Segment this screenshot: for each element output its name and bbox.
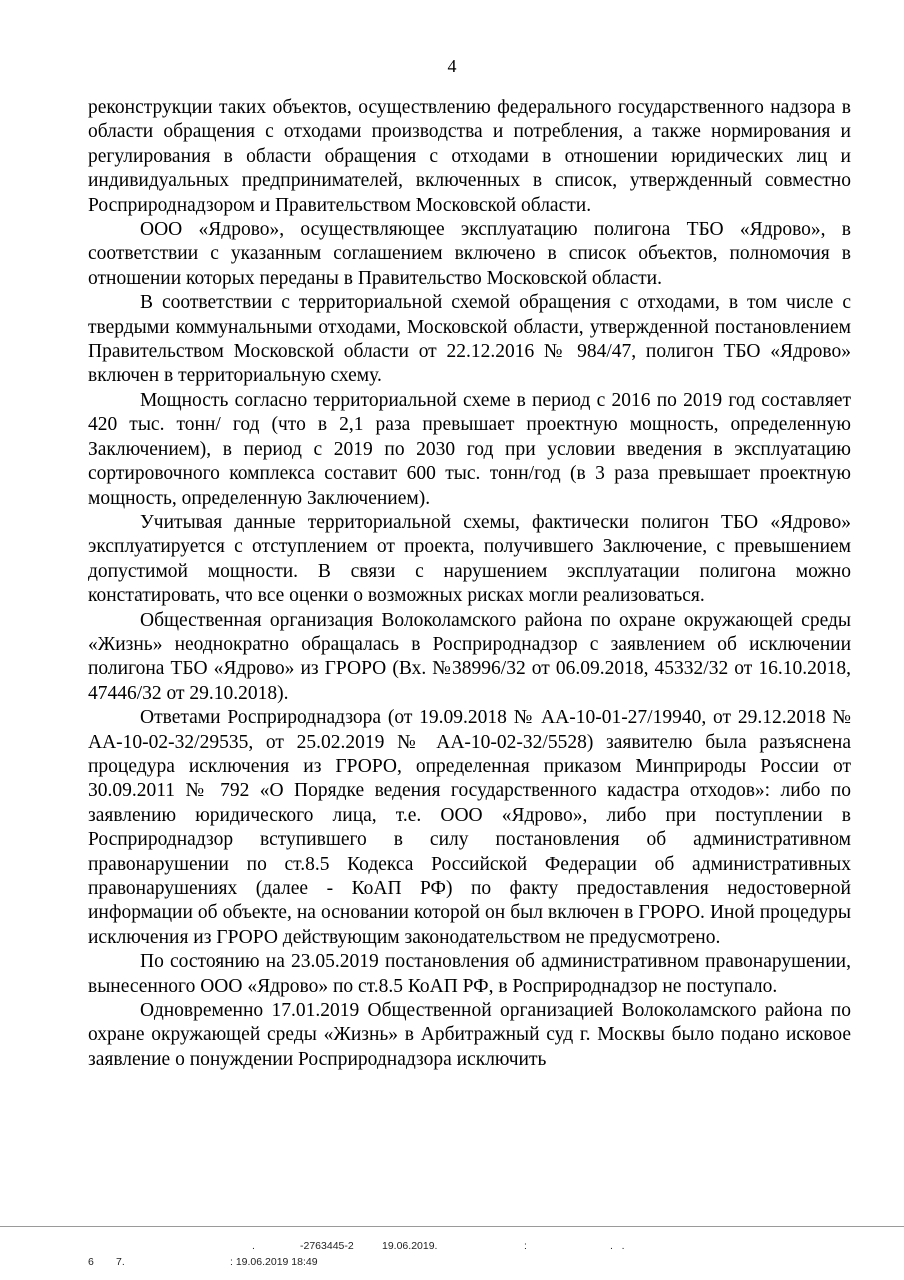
paragraph-2: ООО «Ядрово», осуществляющее эксплуатацию полигона ТБО «Ядрово», в соответствии с указанным соглашением включено в список объектов, полномочия в отношении которых переданы в Правительство Московской области. bbox=[88, 219, 851, 289]
footer-number-right: 7. bbox=[116, 1256, 125, 1268]
paragraph-9: Одновременно 17.01.2019 Общественной организацией Волоколамского района по охране окружающей среды «Жизнь» в Арбитражный суд г. Москвы было подано исковое заявление о понуждении Росприроднадзора исключить bbox=[88, 1000, 851, 1070]
page-number: 4 bbox=[447, 56, 457, 76]
paragraph-6: Общественная организация Волоколамского района по охране окружающей среды «Жизнь» неоднократно обращалась в Росприроднадзор с заявлением об исключении полигона ТБО «Ядрово» из ГРОРО (Вх. №38996/32 от 06.09.2018, 45332/32 от 16.10.2018, 47446/32 от 29.10.2018). bbox=[88, 609, 851, 704]
footer-number-left: 6 bbox=[88, 1256, 94, 1268]
paragraph-1: реконструкции таких объектов, осуществлению федерального государственного надзора в области обращения с отходами производства и потребления, а также нормирования и регулирования в области обращения с отходами в отношении юридических лиц и индивидуальных предпринимателей, включенных в список, утвержденный совместно Росприроднадзором и Правительством Московской области. bbox=[88, 97, 851, 216]
paragraph-5: Учитывая данные территориальной схемы, фактически полигон ТБО «Ядрово» эксплуатируется с отступлением от проекта, получившего Заключение, с превышением допустимой мощности. В связи с нарушением эксплуатации полигона можно констатировать, что все оценки о возможных рисках могли реализоваться. bbox=[88, 511, 851, 607]
paragraph-7: Ответами Росприроднадзора (от 19.09.2018 № АА-10-01-27/19940, от 29.12.2018 № АА-10-02-32/29535, от 25.02.2019 № АА-10-02-32/5528) заявителю была разъяснена процедура исключения из ГРОРО, определенная приказом Минприроды России от 30.09.2011 № 792 «О Порядке ведения государственного кадастра отходов»: либо по заявлению юридического лица, т.е. ООО «Ядрово», либо при поступлении в Росприроднадзор вступившего в силу постановления об административном правонарушении по ст.8.5 Кодекса Российской Федерации об административных правонарушениях (далее - КоАП РФ) по факту предоставления недостоверной информации об объекте, на основании которой он был включен в ГРОРО. Иной процедуры исключения из ГРОРО действующим законодательством не предусмотрено. bbox=[88, 707, 851, 948]
footer-colon: : bbox=[524, 1240, 527, 1252]
footer-timestamp: : 19.06.2019 18:49 bbox=[230, 1256, 318, 1268]
footer-date: 19.06.2019. bbox=[382, 1240, 438, 1252]
footer-divider bbox=[0, 1226, 904, 1227]
paragraph-3: В соответствии с территориальной схемой обращения с отходами, в том числе с твердыми коммунальными отходами, Московской области, утвержденной постановлением Правительством Московской области от 22.12.2016 № 984/47, полигон ТБО «Ядрово» включен в территориальную схему. bbox=[88, 292, 851, 387]
footer-document-number: -2763445-2 bbox=[300, 1240, 354, 1252]
paragraph-4: Мощность согласно территориальной схеме в период с 2016 по 2019 год составляет 420 тыс. тонн/ год (что в 2,1 раза превышает проектную мощность, определенную Заключением), в период с 2019 по 2030 год при условии введения в эксплуатацию сортировочного комплекса составит 600 тыс. тонн/год (в 3 раза превышает проектную мощность, определенную Заключением). bbox=[88, 389, 851, 509]
paragraph-8: По состоянию на 23.05.2019 постановления об административном правонарушении, вынесенного ООО «Ядрово» по ст.8.5 КоАП РФ, в Росприроднадзор не поступало. bbox=[88, 951, 851, 997]
footer-dot: . bbox=[252, 1240, 255, 1252]
document-body bbox=[88, 96, 851, 1072]
footer-dots: . . bbox=[610, 1240, 625, 1252]
